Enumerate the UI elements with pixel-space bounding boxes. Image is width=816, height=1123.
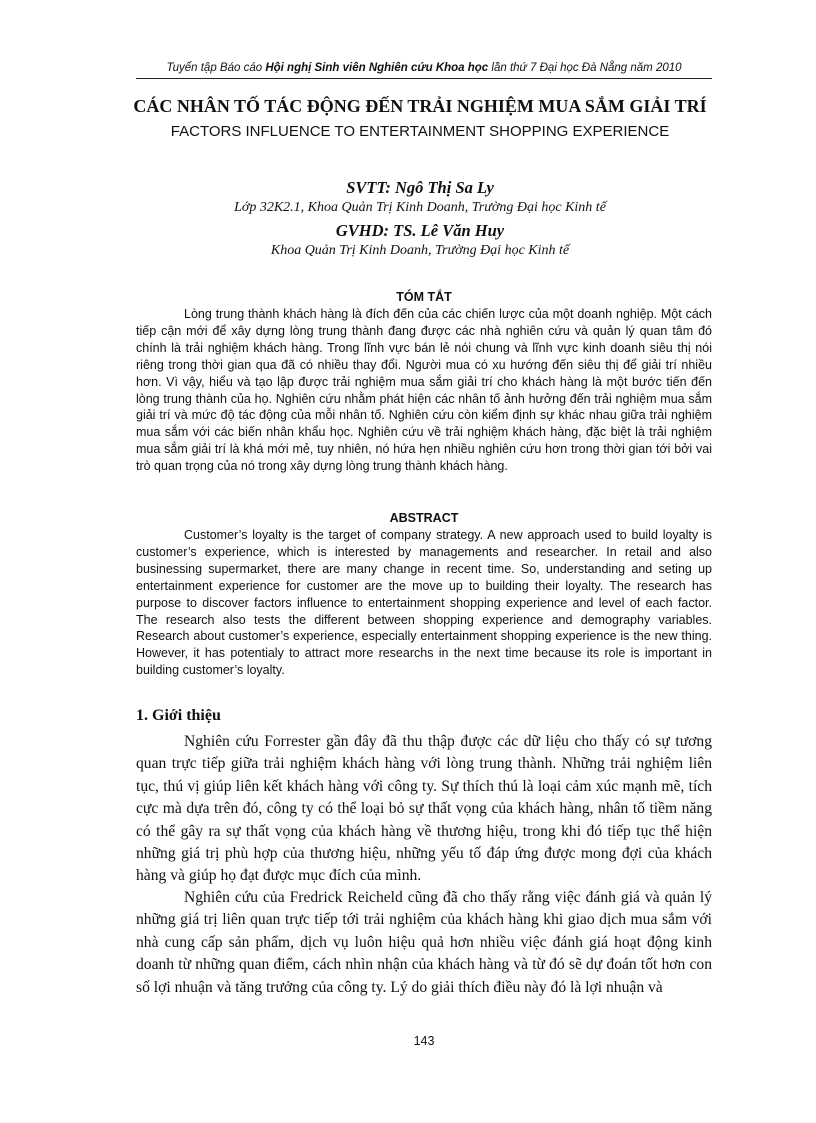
advisor-name: GVHD: TS. Lê Văn Huy	[335, 221, 505, 240]
section-heading-introduction: 1. Giới thiệu	[136, 707, 221, 724]
intro-paragraph-1: Nghiên cứu Forrester gần đây đã thu thập được các dữ liệu cho thấy có sự tương quan trực tiếp giữa trải nghiệm khách hàng với lòng trung thành. Những trải nghiệm liên tục, thú vị giúp liên kết khách hàng với công ty. Sự thích thú là loại cảm xúc mạnh mẽ, tích cực mà dựa trên đó, công ty có thể loại bỏ sự thất vọng của khách hàng, nhân tố tiềm năng có thể gây ra sự thất vọng của khách hàng về thương hiệu, trong khi đó tiếp tục thể hiện những giá trị phù hợp của thương hiệu, những yếu tố đáp ứng được mong đợi của khách hàng và giúp họ đạt được mục đích của mình.	[136, 733, 712, 885]
student-block	[120, 178, 720, 218]
summary-heading: TÓM TẮT	[396, 290, 452, 304]
abstract-text: Customer’s loyalty is the target of company strategy. A new approach used to build loyalty is customer’s experience, which is interested by managements and researcher. In retail and also businessing supermarket, there are many change in recent time. So, understanding and seting up entertainment experience for customer are the move up to building their loyalty. The research has purpose to discover factors influence to entertainment shopping experience and level of each factor. The research also tests the different between shopping experience and demography variables. Research about customer’s experience, especially entertainment shopping experience is the new thing. However, it has potentialy to attract more researchs in the next time because its role is important in building customer’s loyalty.	[136, 528, 712, 678]
header-rule	[136, 78, 712, 79]
running-header-suffix: lần thứ 7 Đại học Đà Nẵng năm 2010	[488, 62, 682, 74]
advisor-affiliation: Khoa Quản Trị Kinh Doanh, Trường Đại học Kinh tế	[270, 243, 570, 258]
abstract-heading: ABSTRACT	[389, 511, 459, 525]
student-name: SVTT: Ngô Thị Sa Ly	[346, 178, 494, 197]
title-vietnamese: CÁC NHÂN TỐ TÁC ĐỘNG ĐẾN TRẢI NGHIỆM MUA SẮM GIẢI TRÍ	[133, 96, 707, 116]
title-english: FACTORS INFLUENCE TO ENTERTAINMENT SHOPPING EXPERIENCE	[170, 123, 670, 140]
running-header-conference: Hội nghị Sinh viên Nghiên cứu Khoa học	[265, 62, 489, 74]
running-header-prefix: Tuyển tập Báo cáo	[166, 62, 266, 74]
running-header	[136, 60, 712, 76]
summary-text: Lòng trung thành khách hàng là đích đến của các chiến lược của một doanh nghiệp. Một cách tiếp cận mới để xây dựng lòng trung thành đang được các nhà nghiên cứu và quản lý quan tâm đó chính là trải nghiệm khách hàng. Trong lĩnh vực bán lẻ nói chung và lĩnh vực kinh doanh siêu thị nói riêng trong thời gian qua đã có nhiều thay đổi. Người mua có xu hướng đến siêu thị để giải trí nhiều hơn. Vì vậy, hiểu và tạo lập được trải nghiệm mua sắm giải trí cho khách hàng là một bước tiến đến lòng trung thành của họ. Nghiên cứu nhằm phát hiện các nhân tố ảnh hưởng đến trải nghiệm mua sắm giải trí và mức độ tác động của mỗi nhân tố. Nghiên cứu còn kiểm định sự khác nhau giữa trải nghiệm mua sắm với các biến nhân khẩu học. Nghiên cứu về trải nghiệm khách hàng, đặc biệt là trải nghiệm mua sắm giải trí là khá mới mẻ, tuy nhiên, nó hứa hẹn nhiều nghiên cứu hơn trong thời gian tới bởi vai trò quan trọng của nó trong xây dựng lòng trung thành khách hàng.	[136, 307, 712, 474]
student-affiliation: Lớp 32K2.1, Khoa Quản Trị Kinh Doanh, Trường Đại học Kinh tế	[234, 200, 606, 215]
advisor-block	[120, 221, 720, 261]
intro-paragraph-2: Nghiên cứu của Fredrick Reicheld cũng đã cho thấy rằng việc đánh giá và quản lý những giá trị liên quan trực tiếp tới trải nghiệm của khách hàng khi giao dịch mua sắm với nhà cung cấp sản phẩm, dịch vụ luôn hiệu quả hơn nhiều việc đánh giá hoạt động kinh doanh từ những quan điểm, cách nhìn nhận của khách hàng và từ đó sẽ dự đoán tốt hơn con số lợi nhuận và tăng trưởng của công ty. Lý do giải thích điều này đó là lợi nhuận và	[136, 889, 712, 996]
page-number: 143	[413, 1034, 435, 1048]
